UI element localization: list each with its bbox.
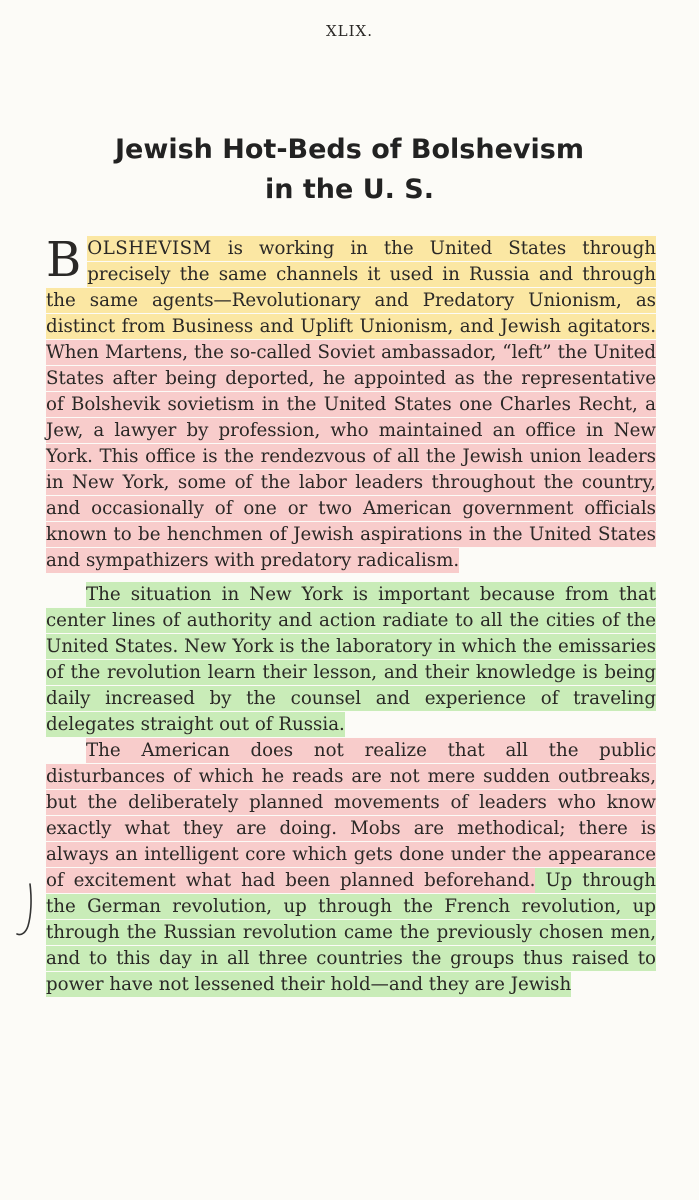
page-number: XLIX.	[325, 22, 373, 40]
drop-cap: B	[46, 232, 82, 288]
page-title	[0, 130, 699, 210]
highlight-green-2: Up through the German revolution, up through the French revolution, up through the Russian revolution came the previously chosen men, and to this day in all three countries the groups thus raised to power have not lessened their hold—and they are Jewish	[46, 870, 656, 995]
paragraph-1	[46, 232, 656, 574]
paragraph-2	[46, 582, 656, 738]
highlight-red-2: The American does not realize that all the public disturbances of which he reads are not mere sudden outbreaks, but the deliberately planned movements of leaders who know exactly what they are doing. Mobs are methodical; there is always an intelligent core which gets done under the appearance of excitement what had been planned beforehand.	[46, 740, 656, 891]
handwritten-margin-mark	[14, 882, 38, 942]
paragraph-3	[46, 738, 656, 998]
title-line-1: Jewish Hot-Beds of Bolshevism	[115, 134, 584, 165]
highlight-yellow: is working in the United States through precisely the same channels it used in Russia and through the same agents—Revolutionary and Predatory Unionism, as distinct from Business and Uplift Unionism, and Jewish agitators.	[46, 238, 656, 337]
highlight-yellow-lead: OLSHEVISM	[87, 238, 212, 259]
article-body	[46, 232, 656, 998]
title-line-2: in the U. S.	[264, 174, 434, 205]
highlight-green: The situation in New York is important because from that center lines of authority and action radiate to all the cities of the United States. New York is the laboratory in which the emissaries of the revolution learn their lesson, and their knowledge is being daily increased by the counsel and experience of traveling delegates straight out of Russia.	[46, 584, 656, 735]
highlight-red: When Martens, the so-called Soviet ambassador, “left” the United States after being deported, he appointed as the representative of Bolshevik sovietism in the United States one Charles Recht, a Jew, a lawyer by profession, who maintained an office in New York. This office is the rendezvous of all the Jewish union leaders in New York, some of the labor leaders throughout the country, and occasionally of one or two American government officials known to be henchmen of Jewish aspirations in the United States and sympathizers with predatory radicalism.	[46, 342, 656, 571]
